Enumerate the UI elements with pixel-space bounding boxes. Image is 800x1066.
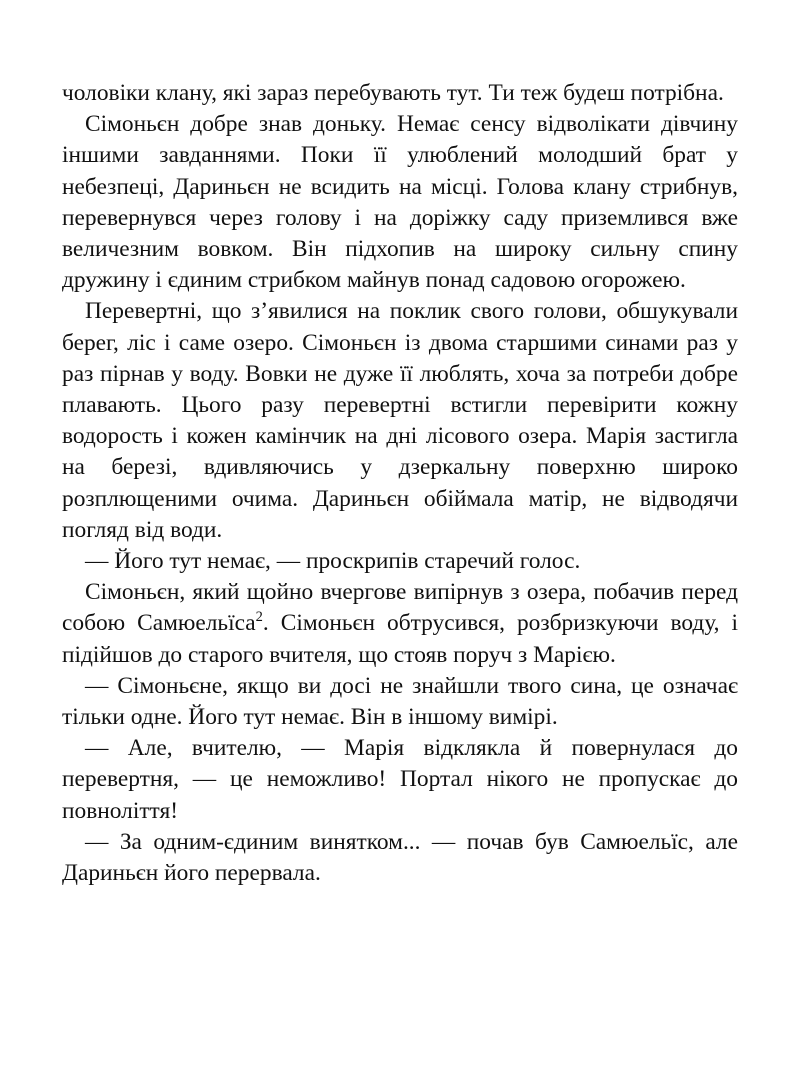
page-text-block — [62, 78, 738, 889]
paragraph-5-text-before-footnote: Сімоньєн, який щойно вчергове випірнув з озера, побачив перед собою Самюельїса — [62, 579, 738, 637]
paragraph-4-dialogue: — Його тут немає, — проскрипів старечий голос. — [85, 548, 581, 575]
paragraph-2: Сімоньєн добре знав доньку. Немає сенсу відволікати дівчину іншими завданнями. Поки її улюблений молодший брат у небезпеці, Дариньєн не всидить на місці. Голова клану стрибнув, перевернувся через голову і на доріжку саду приземлився вже величезним вовком. Він підхопив на широку сильну спину дружину і єдиним стрибком майнув понад садовою огорожею. — [62, 111, 738, 294]
paragraph-5 — [62, 577, 738, 671]
paragraph-7-dialogue: — Але, вчителю, — Марія відклякла й повернулася до перевертня, — це неможливо! Портал нікого не пропускає до повноліття! — [62, 735, 738, 824]
paragraph-8-dialogue: — За одним-єдиним винятком... — почав був Самюельїс, але Дариньєн його перервала. — [62, 828, 738, 887]
paragraph-3: Перевертні, що з’явилися на поклик свого голови, обшукували берег, ліс і саме озеро. Сімоньєн із двома старшими синами раз у раз пірнав у воду. Вовки не дуже її люблять, хоча за потреби добре плавають. Цього разу перевертні встигли перевірити кожну водорость і кожен камінчик на дні лісового озера. Марія застигла на березі, вдивляючись у дзеркальну поверхню широко розплющеними очима. Дариньєн обіймала матір, не відводячи погляд від води. — [62, 298, 738, 543]
paragraph-6-dialogue: — Сімоньєне, якщо ви досі не знайшли твого сина, це означає тільки одне. Його тут немає. Він в іншому вимірі. — [62, 672, 738, 731]
paragraph-1: чоловіки клану, які зараз перебувають тут. Ти теж будеш потрібна. — [62, 80, 724, 106]
footnote-reference-marker[interactable]: 2 — [255, 609, 263, 626]
paragraph-5-text-after-footnote: . Сімоньєн обтрусився, розбризкуючи воду, і підійшов до старого вчителя, що стояв поруч з Марією. — [62, 610, 738, 668]
